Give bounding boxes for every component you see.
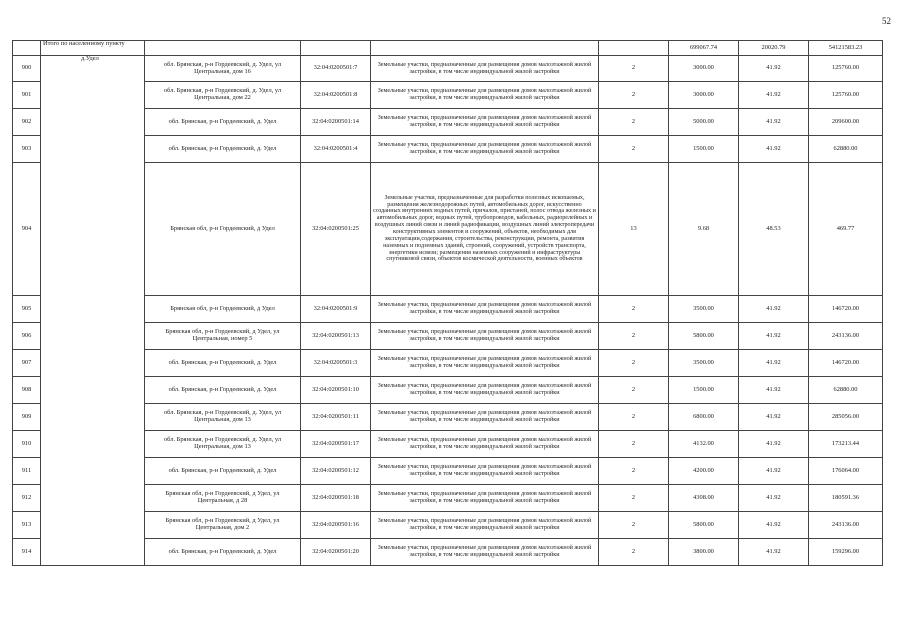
address-cell: обл. Брянская, р-н Гордеевский, д. Удел bbox=[145, 458, 301, 485]
row-number: 914 bbox=[13, 539, 41, 566]
cadastral-number-cell: 32:04:0200501:18 bbox=[301, 485, 371, 512]
row-number: 909 bbox=[13, 404, 41, 431]
registry-table bbox=[12, 40, 883, 566]
row-number: 912 bbox=[13, 485, 41, 512]
total-row bbox=[13, 41, 883, 56]
purpose-cell: Земельные участки, предназначенные для размещения домов малоэтажной жилой застройки, в том числе индивидуальной жилой застройки bbox=[371, 377, 599, 404]
address-cell: обл. Брянская, р-н Гордеевский, д. Удел bbox=[145, 377, 301, 404]
rate-cell: 41.92 bbox=[739, 431, 809, 458]
value-cell: 125760.00 bbox=[809, 82, 883, 109]
table-row bbox=[13, 56, 883, 82]
group-cell: 2 bbox=[599, 56, 669, 82]
value-cell: 469.77 bbox=[809, 163, 883, 296]
area-cell: 3000.00 bbox=[669, 56, 739, 82]
purpose-cell: Земельные участки, предназначенные для размещения домов малоэтажной жилой застройки, в том числе индивидуальной жилой застройки bbox=[371, 512, 599, 539]
total-area: 699067.74 bbox=[669, 41, 739, 56]
address-cell: Брянская обл, р-н Гордеевский, д Удел bbox=[145, 163, 301, 296]
purpose-cell: Земельные участки, предназначенные для размещения домов малоэтажной жилой застройки, в том числе индивидуальной жилой застройки bbox=[371, 56, 599, 82]
rate-cell: 41.92 bbox=[739, 56, 809, 82]
address-cell: обл. Брянская, р-н Гордеевский, д. Удел bbox=[145, 539, 301, 566]
address-cell: Брянская обл, р-н Гордеевский, д Удел, ул Центральная, д 28 bbox=[145, 485, 301, 512]
cadastral-number-cell: 32:04:0200501:20 bbox=[301, 539, 371, 566]
purpose-cell: Земельные участки, предназначенные для размещения домов малоэтажной жилой застройки, в том числе индивидуальной жилой застройки bbox=[371, 404, 599, 431]
group-cell: 2 bbox=[599, 136, 669, 163]
rate-cell: 41.92 bbox=[739, 323, 809, 350]
value-cell: 176064.00 bbox=[809, 458, 883, 485]
rate-cell: 41.92 bbox=[739, 82, 809, 109]
rate-cell: 41.92 bbox=[739, 539, 809, 566]
address-cell: Брянская обл, р-н Гордеевский, д Удел bbox=[145, 296, 301, 323]
value-cell: 180591.36 bbox=[809, 485, 883, 512]
row-number: 902 bbox=[13, 109, 41, 136]
value-cell: 243136.00 bbox=[809, 323, 883, 350]
cadastral-number-cell: 32:04:0200501:17 bbox=[301, 431, 371, 458]
row-number: 900 bbox=[13, 56, 41, 82]
cadastral-number-cell: 32:04:0200501:12 bbox=[301, 458, 371, 485]
area-cell: 4308.00 bbox=[669, 485, 739, 512]
purpose-cell: Земельные участки, предназначенные для размещения домов малоэтажной жилой застройки, в том числе индивидуальной жилой застройки bbox=[371, 323, 599, 350]
value-cell: 62880.00 bbox=[809, 136, 883, 163]
area-cell: 3500.00 bbox=[669, 350, 739, 377]
address-cell: обл. Брянская, р-н Гордеевский, д. Удел, ул Центральная, дом 22 bbox=[145, 82, 301, 109]
address-cell: обл. Брянская, р-н Гордеевский, д. Удел, ул Центральная, дом 13 bbox=[145, 404, 301, 431]
address-cell: обл. Брянская, р-н Гордеевский, д. Удел bbox=[145, 109, 301, 136]
area-cell: 3500.00 bbox=[669, 296, 739, 323]
cadastral-number-cell: 32:04:0200501:10 bbox=[301, 377, 371, 404]
purpose-cell: Земельные участки, предназначенные для размещения домов малоэтажной жилой застройки, в том числе индивидуальной жилой застройки bbox=[371, 136, 599, 163]
value-cell: 146720.00 bbox=[809, 350, 883, 377]
row-number: 913 bbox=[13, 512, 41, 539]
area-cell: 5000.00 bbox=[669, 109, 739, 136]
group-cell: 2 bbox=[599, 404, 669, 431]
cadastral-number-cell: 32:04:0200501:3 bbox=[301, 350, 371, 377]
rate-cell: 41.92 bbox=[739, 377, 809, 404]
group-cell: 2 bbox=[599, 82, 669, 109]
area-cell: 9.68 bbox=[669, 163, 739, 296]
purpose-cell: Земельные участки, предназначенные для размещения домов малоэтажной жилой застройки, в том числе индивидуальной жилой застройки bbox=[371, 458, 599, 485]
cadastral-number-cell: 32:04:0200501:25 bbox=[301, 163, 371, 296]
purpose-cell: Земельные участки, предназначенные для разработки полезных ископаемых, размещения железнодорожных путей, автомобильных дорог, искусственно созданных внутренних водных путей, причалов, пристаней, полос отвода железных и автомобильных дорог, водных путей, трубопроводов, кабельных, радиорелейных и воздушных линий связи и линий радиофикации, воздушных линий электропередачи конструктивных элементов и сооружений, объектов, необходимых для эксплуатации,содержания, строительства, реконструкции, ремонта, развития наземных и подземных зданий, строений, сооружений, устройств транспорта, энергетики исвязи; размещения наземных сооружений и инфраструктуры спутниковой связи, объектов космической деятельности, военных объектов bbox=[371, 163, 599, 296]
rate-cell: 41.92 bbox=[739, 109, 809, 136]
area-cell: 1500.00 bbox=[669, 136, 739, 163]
cadastral-number-cell: 32:04:0200501:13 bbox=[301, 323, 371, 350]
locality-cell: д.Удел bbox=[41, 56, 145, 566]
address-cell: обл. Брянская, р-н Гордеевский, д. Удел, ул Центральная, дом 16 bbox=[145, 56, 301, 82]
address-cell: обл. Брянская, р-н Гордеевский, д. Удел bbox=[145, 350, 301, 377]
value-cell: 285056.00 bbox=[809, 404, 883, 431]
rate-cell: 48.53 bbox=[739, 163, 809, 296]
value-cell: 146720.00 bbox=[809, 296, 883, 323]
cadastral-number-cell: 32:04:0200501:8 bbox=[301, 82, 371, 109]
rate-cell: 41.92 bbox=[739, 404, 809, 431]
page-number: 52 bbox=[882, 16, 891, 26]
area-cell: 3000.00 bbox=[669, 82, 739, 109]
cadastral-number-cell: 32:04:0200501:4 bbox=[301, 136, 371, 163]
group-cell: 13 bbox=[599, 163, 669, 296]
purpose-cell: Земельные участки, предназначенные для размещения домов малоэтажной жилой застройки, в том числе индивидуальной жилой застройки bbox=[371, 82, 599, 109]
area-cell: 4200.00 bbox=[669, 458, 739, 485]
group-cell: 2 bbox=[599, 296, 669, 323]
address-cell: обл. Брянская, р-н Гордеевский, д. Удел bbox=[145, 136, 301, 163]
area-cell: 6800.00 bbox=[669, 404, 739, 431]
cadastral-number-cell: 32:04:0200501:16 bbox=[301, 512, 371, 539]
cadastral-number-cell: 32:04:0200501:14 bbox=[301, 109, 371, 136]
purpose-cell: Земельные участки, предназначенные для размещения домов малоэтажной жилой застройки, в том числе индивидуальной жилой застройки bbox=[371, 431, 599, 458]
row-number: 907 bbox=[13, 350, 41, 377]
total-value: 54121583.23 bbox=[809, 41, 883, 56]
value-cell: 209600.00 bbox=[809, 109, 883, 136]
row-number: 908 bbox=[13, 377, 41, 404]
group-cell: 2 bbox=[599, 539, 669, 566]
value-cell: 125760.00 bbox=[809, 56, 883, 82]
cadastral-number-cell: 32:04:0200501:11 bbox=[301, 404, 371, 431]
row-number: 906 bbox=[13, 323, 41, 350]
purpose-cell: Земельные участки, предназначенные для размещения домов малоэтажной жилой застройки, в том числе индивидуальной жилой застройки bbox=[371, 296, 599, 323]
purpose-cell: Земельные участки, предназначенные для размещения домов малоэтажной жилой застройки, в том числе индивидуальной жилой застройки bbox=[371, 539, 599, 566]
group-cell: 2 bbox=[599, 512, 669, 539]
cadastral-number-cell: 32:04:0200501:7 bbox=[301, 56, 371, 82]
value-cell: 243136.00 bbox=[809, 512, 883, 539]
address-cell: Брянская обл, р-н Гордеевский, д Удел, ул Центральная, номер 5 bbox=[145, 323, 301, 350]
value-cell: 62880.00 bbox=[809, 377, 883, 404]
group-cell: 2 bbox=[599, 485, 669, 512]
purpose-cell: Земельные участки, предназначенные для размещения домов малоэтажной жилой застройки, в том числе индивидуальной жилой застройки bbox=[371, 109, 599, 136]
group-cell: 2 bbox=[599, 323, 669, 350]
row-number: 901 bbox=[13, 82, 41, 109]
group-cell: 2 bbox=[599, 458, 669, 485]
rate-cell: 41.92 bbox=[739, 512, 809, 539]
group-cell: 2 bbox=[599, 377, 669, 404]
address-cell: обл. Брянская, р-н Гордеевский, д. Удел, ул Центральная, дом 13 bbox=[145, 431, 301, 458]
area-cell: 3800.00 bbox=[669, 539, 739, 566]
group-cell: 2 bbox=[599, 109, 669, 136]
row-number: 904 bbox=[13, 163, 41, 296]
group-cell: 2 bbox=[599, 350, 669, 377]
rate-cell: 41.92 bbox=[739, 350, 809, 377]
area-cell: 1500.00 bbox=[669, 377, 739, 404]
area-cell: 5800.00 bbox=[669, 512, 739, 539]
value-cell: 173213.44 bbox=[809, 431, 883, 458]
rate-cell: 41.92 bbox=[739, 485, 809, 512]
value-cell: 159296.00 bbox=[809, 539, 883, 566]
address-cell: Брянская обл, р-н Гордеевский, д Удел, ул Центральная, дом 2 bbox=[145, 512, 301, 539]
rate-cell: 41.92 bbox=[739, 296, 809, 323]
area-cell: 4132.00 bbox=[669, 431, 739, 458]
rate-cell: 41.92 bbox=[739, 136, 809, 163]
area-cell: 5800.00 bbox=[669, 323, 739, 350]
cadastral-number-cell: 32:04:0200501:9 bbox=[301, 296, 371, 323]
row-number: 905 bbox=[13, 296, 41, 323]
group-cell: 2 bbox=[599, 431, 669, 458]
rate-cell: 41.92 bbox=[739, 458, 809, 485]
row-number: 903 bbox=[13, 136, 41, 163]
row-number: 910 bbox=[13, 431, 41, 458]
total-rate: 20020.79 bbox=[739, 41, 809, 56]
total-label: Итого по населенному пункту bbox=[41, 41, 145, 56]
row-number: 911 bbox=[13, 458, 41, 485]
purpose-cell: Земельные участки, предназначенные для размещения домов малоэтажной жилой застройки, в том числе индивидуальной жилой застройки bbox=[371, 350, 599, 377]
purpose-cell: Земельные участки, предназначенные для размещения домов малоэтажной жилой застройки, в том числе индивидуальной жилой застройки bbox=[371, 485, 599, 512]
